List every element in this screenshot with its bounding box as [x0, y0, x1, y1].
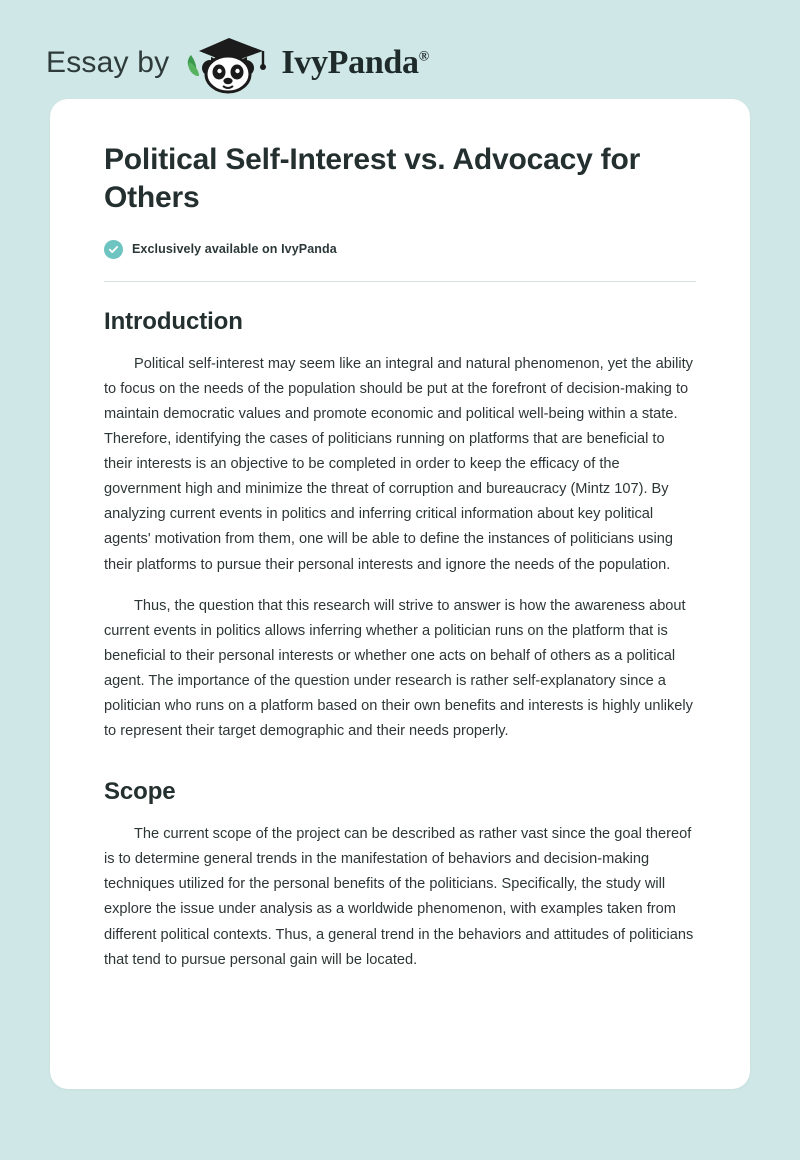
page-title: Political Self-Interest vs. Advocacy for Others: [104, 143, 641, 215]
panda-graduate-icon: [183, 32, 275, 94]
brand-name-text: IvyPanda: [281, 44, 419, 81]
section-heading-scope: Scope: [104, 778, 176, 806]
document-card: [50, 99, 750, 1089]
section-heading-introduction: Introduction: [104, 307, 243, 335]
brand-name: [281, 44, 429, 82]
exclusivity-label: Exclusively available on IvyPanda: [132, 242, 337, 257]
check-circle-icon: [104, 240, 123, 259]
brand-trademark: ®: [418, 49, 429, 65]
exclusivity-badge: [104, 240, 696, 259]
title-divider: [104, 281, 696, 282]
paragraph: Political self-interest may seem like an integral and natural phenomenon, yet the ability to focus on the needs of the population should be put at the forefront of decision-making to maintain democratic values and promote economic and political well-being within a state. Therefore, identifying the cases of politicians running on platforms that are beneficial to their interests is an objective to be completed in order to keep the efficacy of the government high and minimize the threat of corruption and bureaucracy (Mintz 107). By analyzing current events in politics and inferring critical information about key political agents' motivation from them, one will be able to define the instances of politicians using their platforms to pursue their personal interests and ignore the needs of the population.: [104, 355, 693, 573]
essay-by-label: Essay by: [46, 46, 170, 79]
brand-logo[interactable]: [183, 32, 429, 94]
brand-header: [0, 0, 800, 92]
paragraph: The current scope of the project can be described as rather vast since the goal thereof is to determine general trends in the manifestation of behaviors and decision-making techniques utilized for the personal benefits of the politicians. Specifically, the study will explore the issue under analysis as a worldwide phenomenon, with examples taken from different political contexts. Thus, a general trend in the behaviors and attitudes of politicians that tend to pursue personal gain will be located.: [104, 826, 694, 968]
paragraph: Thus, the question that this research will strive to answer is how the awareness about current events in politics allows inferring whether a politician runs on the platform that is beneficial to their personal interests or whether one acts on behalf of others as a political agent. The importance of the question under research is rather self-explanatory since a politician who runs on a platform based on their own benefits and interests is highly unlikely to represent their target demographic and their needs properly.: [104, 597, 693, 740]
